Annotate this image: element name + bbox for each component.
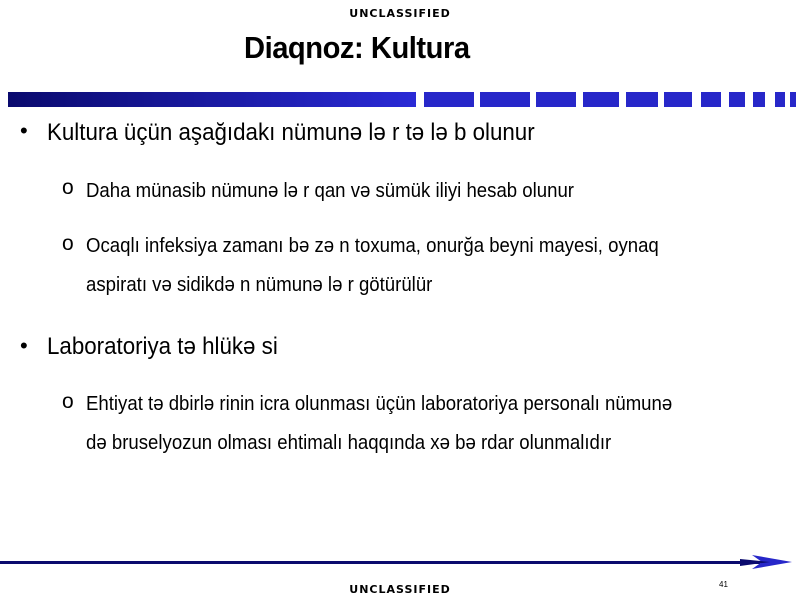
footer-line-arrow xyxy=(0,553,800,578)
slide-title: Diaqnoz: Kultura xyxy=(244,30,470,65)
title-underline-bar xyxy=(0,92,800,107)
page-number: 41 xyxy=(719,580,728,589)
sub-bullet-marker: o xyxy=(62,232,74,255)
bullet-marker: • xyxy=(20,118,28,143)
bullet-text: Kultura üçün aşağıdakı nümunə lə r tə lə b olunur xyxy=(47,119,535,146)
sub-bullet-text: Ehtiyat tə dbirlə rinin icra olunması üçün laboratoriya personalı nümunə də bruselyozun olması ehtimalı haqqında xə bə rdar olunmalıdır xyxy=(86,393,673,454)
sub-bullet-text: Ocaqlı infeksiya zamanı bə zə n toxuma, onurğa beyni mayesi, oynaq aspiratı və sidikdə n nümunə lə r götürülür xyxy=(86,235,659,296)
classification-banner-top: UNCLASSIFIED xyxy=(349,7,451,20)
sub-bullet-marker: o xyxy=(62,390,74,413)
classification-banner-bottom: UNCLASSIFIED xyxy=(349,583,451,596)
sub-bullet-marker: o xyxy=(62,176,74,199)
bullet-text: Laboratoriya tə hlükə si xyxy=(47,333,278,360)
bullet-marker: • xyxy=(20,333,28,358)
sub-bullet-text: Daha münasib nümunə lə r qan və sümük iliyi hesab olunur xyxy=(86,180,575,202)
